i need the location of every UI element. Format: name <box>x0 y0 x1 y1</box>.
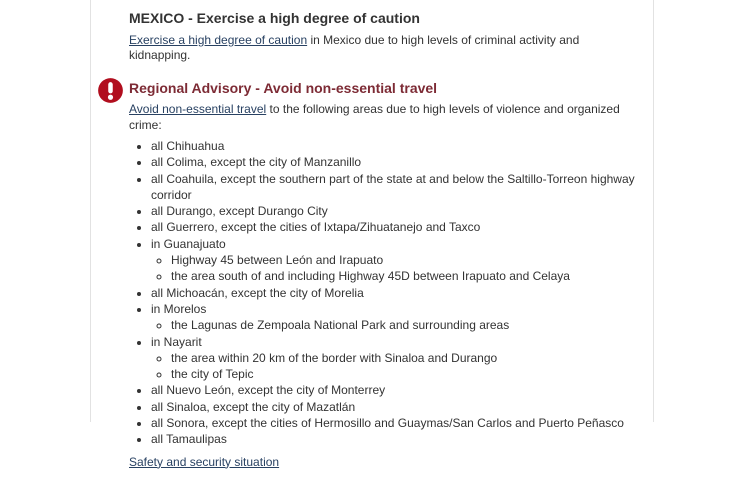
main-advisory-summary <box>129 33 641 63</box>
area-item: • in Morelos ◦ the Lagunas de Zempoala National Park and surrounding areas <box>151 301 641 334</box>
advisory-panel <box>90 0 654 469</box>
area-item: • in Guanajuato ◦ Highway 45 between León and Irapuato ◦ the area south of and including Highway 45D between Irapuato and Celaya <box>151 236 641 285</box>
safety-security-link[interactable]: Safety and security situation <box>129 454 280 469</box>
area-item: • all Nuevo León, except the city of Monterrey <box>151 382 641 398</box>
main-advisory-summary-text: in Mexico due to high levels of criminal activity and kidnapping. <box>129 33 580 62</box>
area-item: • all Tamaulipas <box>151 431 641 447</box>
area-item: • all Guerrero, except the cities of Ixtapa/Zihuatanejo and Taxco <box>151 219 641 235</box>
area-item: • all Coahuila, except the southern part of the state at and below the Saltillo-Torreon highway corridor <box>151 171 641 204</box>
area-item: • all Colima, except the city of Manzanillo <box>151 154 641 170</box>
regional-advisory-intro-text: to the following areas due to high levels of violence and organized crime: <box>129 102 620 132</box>
area-sub-item: ◦ the area within 20 km of the border with Sinaloa and Durango <box>171 350 641 366</box>
advisory-content <box>91 0 653 480</box>
alert-exclamation-icon <box>97 77 124 104</box>
caution-level-link[interactable]: Exercise a high degree of caution <box>129 33 308 47</box>
area-sub-item: ◦ the Lagunas de Zempoala National Park and surrounding areas <box>171 317 641 333</box>
area-sub-item: ◦ the area south of and including Highway 45D between Irapuato and Celaya <box>171 268 641 284</box>
footer-link-row <box>129 455 641 470</box>
area-sub-list <box>151 252 641 285</box>
area-sub-item: ◦ Highway 45 between León and Irapuato <box>171 252 641 268</box>
area-item: • all Michoacán, except the city of Morelia <box>151 285 641 301</box>
area-item: • all Sonora, except the cities of Hermosillo and Guaymas/San Carlos and Puerto Peñasco <box>151 415 641 431</box>
avoid-travel-link[interactable]: Avoid non-essential travel <box>129 102 267 116</box>
area-item: • all Sinaloa, except the city of Mazatlán <box>151 399 641 415</box>
page-title: MEXICO - Exercise a high degree of caution <box>129 10 420 26</box>
area-item: • in Nayarit ◦ the area within 20 km of the border with Sinaloa and Durango ◦ the city of Tepic <box>151 334 641 383</box>
regional-advisory-section <box>129 79 641 470</box>
area-sub-list <box>151 317 641 333</box>
area-item: • all Durango, except Durango City <box>151 203 641 219</box>
regional-advisory-intro <box>129 101 641 133</box>
area-sub-list <box>151 350 641 383</box>
area-item: • all Chihuahua <box>151 138 641 154</box>
regional-advisory-title: Regional Advisory - Avoid non-essential travel <box>129 80 438 96</box>
advisory-areas-list <box>129 138 641 448</box>
area-sub-item: ◦ the city of Tepic <box>171 366 641 382</box>
